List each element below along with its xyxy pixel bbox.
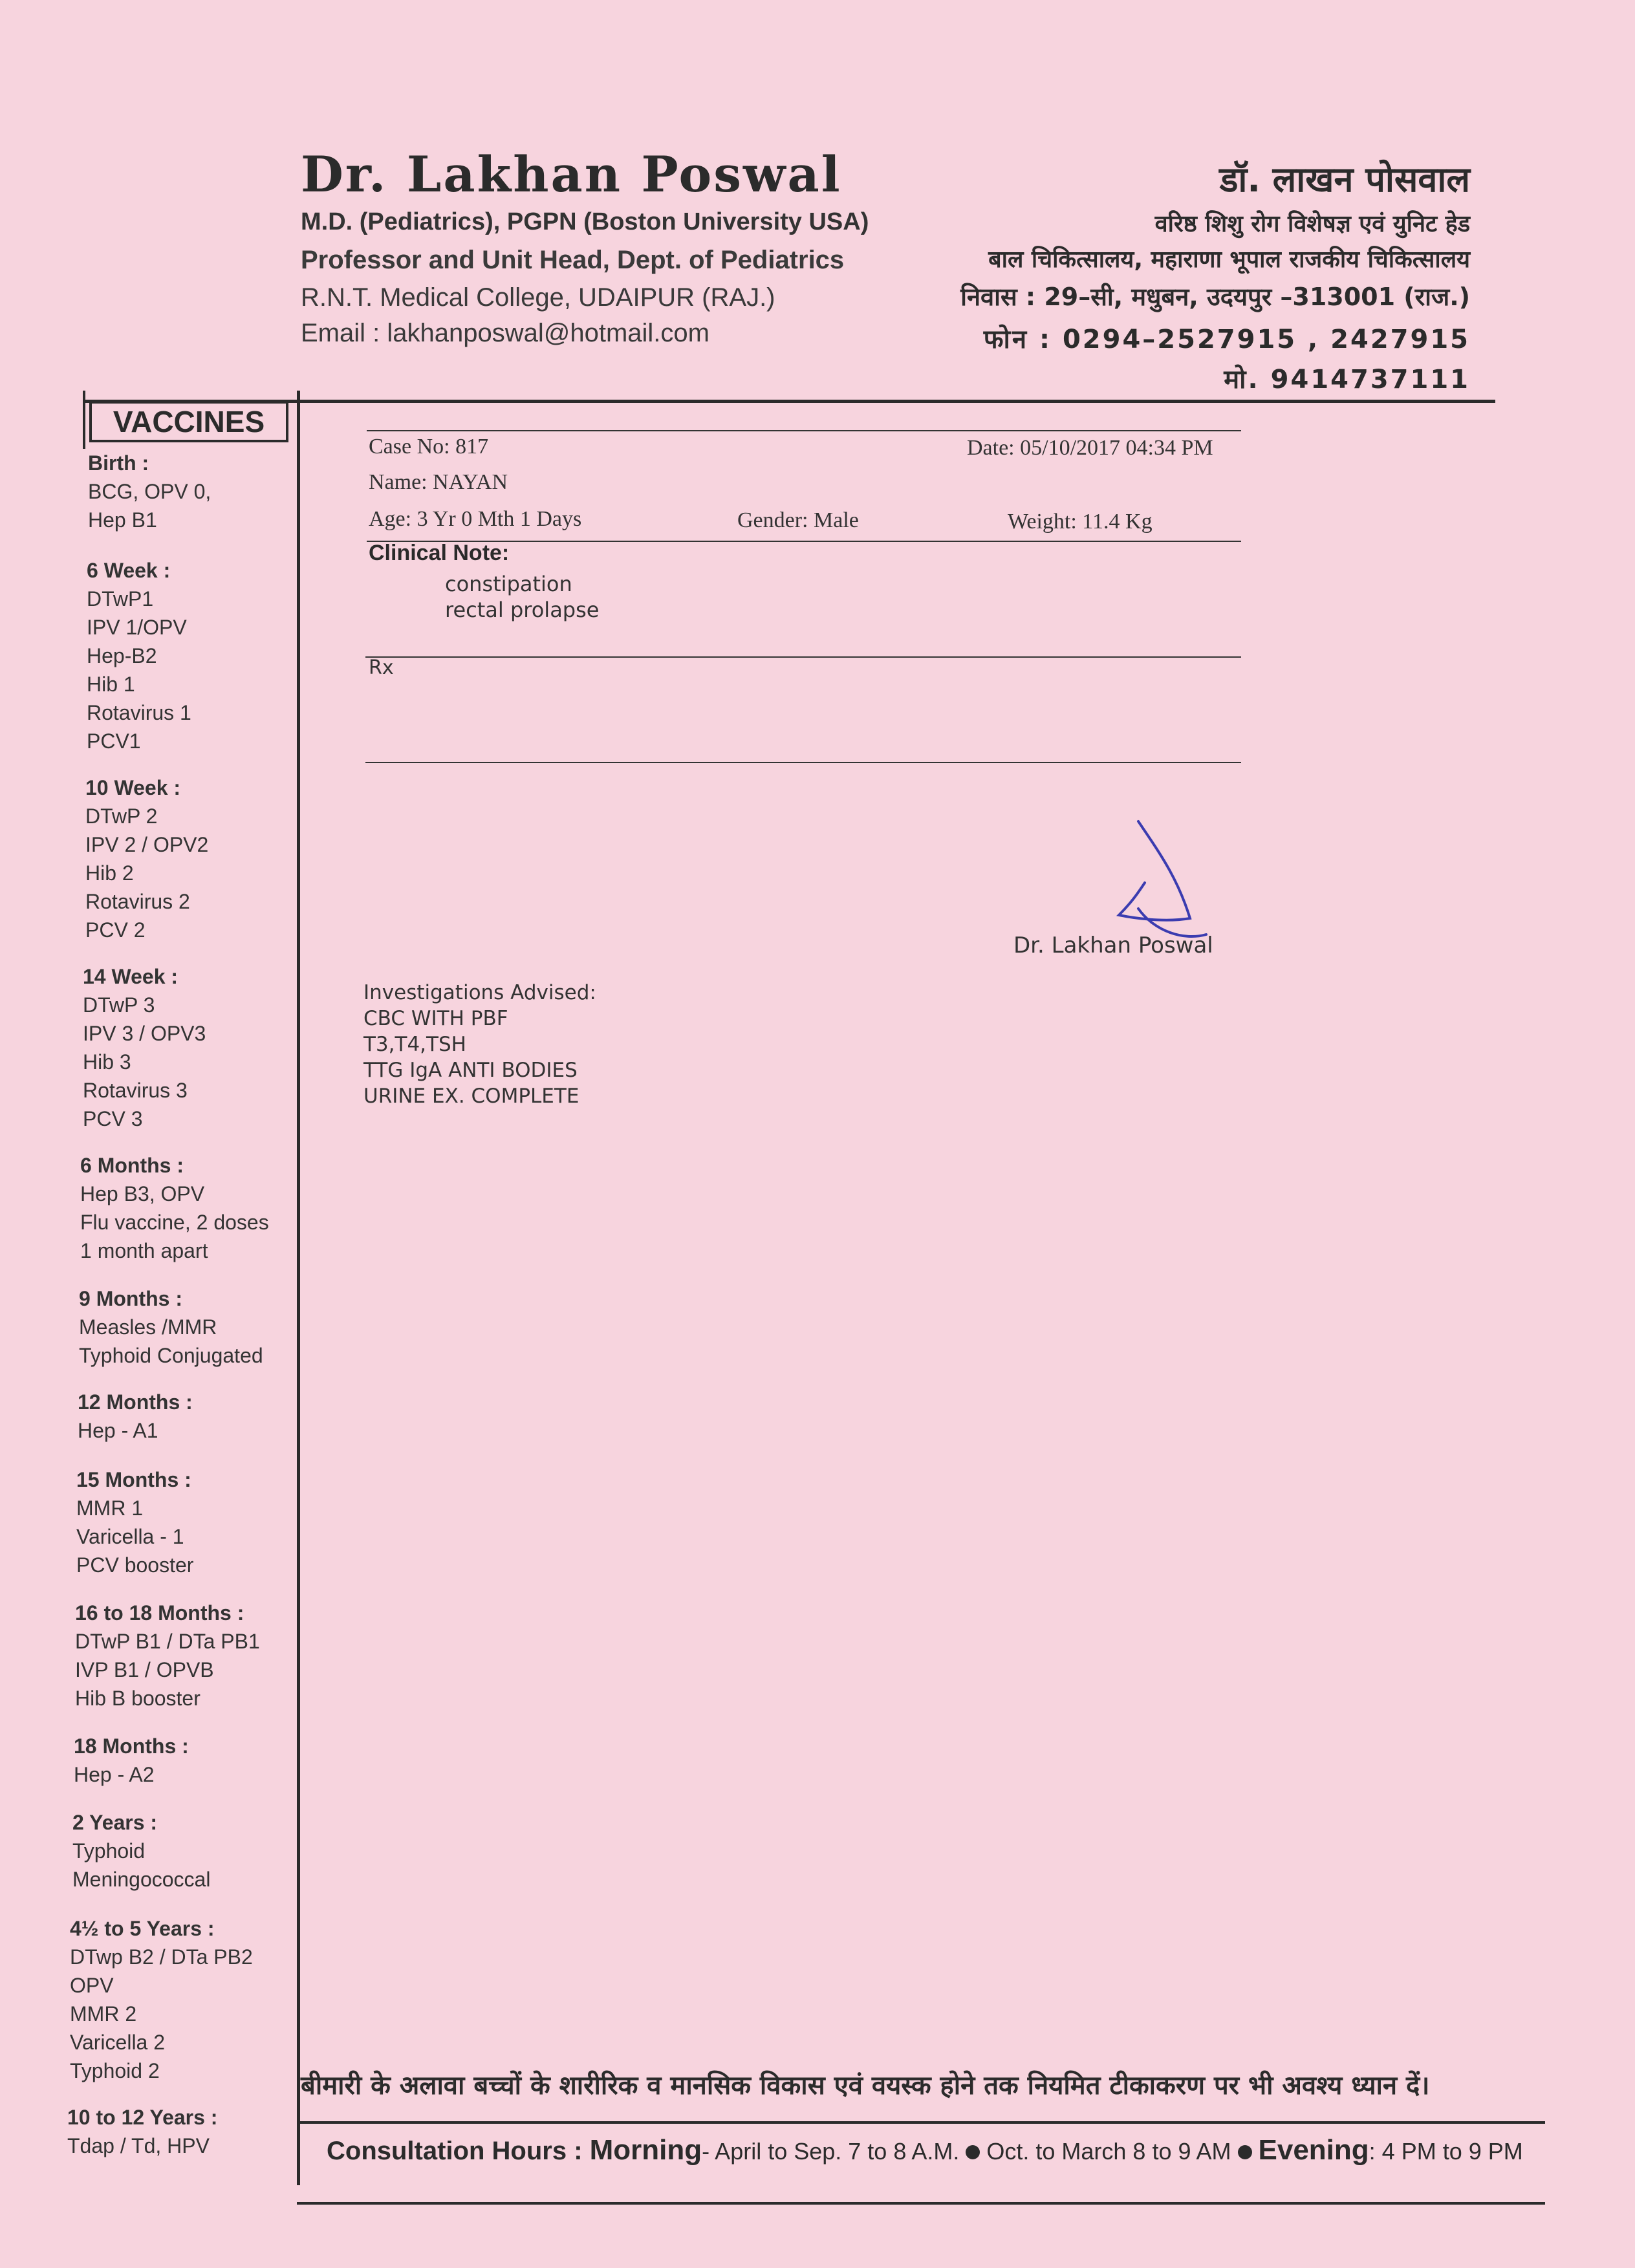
vaccine-item: DTwP1 [87, 587, 154, 610]
vaccine-item: OPV [70, 1974, 114, 1997]
rx-bottom-line [365, 762, 1241, 763]
vaccine-item: PCV booster [76, 1553, 194, 1577]
vaccine-group-12-months [78, 1388, 285, 1445]
vaccine-group-heading: 6 Months : [80, 1154, 184, 1177]
vaccine-item: Rotavirus 1 [87, 701, 191, 724]
vaccine-item: Typhoid Conjugated [79, 1344, 263, 1367]
clinical-note-title: Clinical Note: [369, 541, 510, 565]
vaccine-item: Hep-B2 [87, 644, 157, 667]
vaccine-group-4-to-5-years [70, 1914, 290, 2085]
investigation-item: T3,T4,TSH [363, 1033, 466, 1056]
vaccine-item: Hib B booster [75, 1687, 200, 1710]
footer-hindi-note: बीमारी के अलावा बच्चों के शारीरिक व मानसिक विकास एवं वयस्क होने तक नियमित टीकाकरण पर भी अवश्य ध्यान दें। [301, 2071, 1430, 2101]
vaccine-item: DTwp B2 / DTa PB2 [70, 1945, 253, 1969]
clinical-note-item: rectal prolapse [445, 598, 600, 622]
clinical-note-item: constipation [445, 572, 572, 596]
vaccine-group-birth [88, 449, 295, 534]
vaccine-item: Varicella - 1 [76, 1525, 184, 1548]
hours-label: Consultation Hours : [327, 2137, 583, 2165]
signature-name: Dr. Lakhan Poswal [1013, 933, 1213, 958]
vaccine-item: DTwP B1 / DTa PB1 [75, 1630, 260, 1653]
vaccine-group-heading: 12 Months : [78, 1390, 193, 1414]
vaccine-group-2-years [72, 1808, 279, 1894]
visit-date: Date: 05/10/2017 04:34 PM [967, 436, 1213, 460]
sidebar-left-border [83, 391, 85, 449]
vaccine-group-heading: 14 Week : [83, 965, 179, 988]
hindi-phone: फोन : 0294–2527915 , 2427915 [983, 325, 1470, 354]
vaccine-item: IPV 2 / OPV2 [85, 833, 209, 856]
vaccine-item: DTwP 2 [85, 805, 158, 828]
vaccine-item: MMR 2 [70, 2002, 137, 2025]
vaccine-group-heading: 10 Week : [85, 776, 181, 799]
vaccine-item: Hep B3, OPV [80, 1182, 205, 1205]
patient-name: Name: NAYAN [369, 470, 508, 494]
hindi-designation: वरिष्ठ शिशु रोग विशेषज्ञ एवं युनिट हेड [1154, 211, 1470, 237]
investigations-title: Investigations Advised: [363, 981, 596, 1004]
case-top-line [367, 430, 1241, 431]
rx-label: Rx [369, 656, 394, 679]
vaccine-group-heading: 2 Years : [72, 1811, 158, 1834]
vaccine-group-9-months [79, 1284, 286, 1370]
vaccine-group-6-week [87, 556, 294, 755]
vaccine-item: IPV 3 / OPV3 [83, 1022, 206, 1045]
patient-gender: Gender: Male [737, 508, 859, 532]
patient-age: Age: 3 Yr 0 Mth 1 Days [369, 507, 582, 531]
evening-time: : 4 PM to 9 PM [1369, 2138, 1523, 2165]
vaccine-item: 1 month apart [80, 1239, 208, 1262]
vaccine-group-14-week [83, 962, 290, 1133]
bullet-icon [966, 2145, 980, 2159]
investigation-item: URINE EX. COMPLETE [363, 1085, 579, 1108]
patient-weight: Weight: 11.4 Kg [1008, 510, 1153, 534]
doctor-email: Email : lakhanposwal@hotmail.com [301, 319, 709, 347]
vaccine-item: Tdap / Td, HPV [67, 2134, 210, 2157]
vaccine-group-16-to-18-months [75, 1599, 295, 1712]
vaccines-title: VACCINES [89, 401, 288, 442]
footer-top-line [297, 2121, 1545, 2124]
sidebar-divider [297, 391, 300, 2185]
vaccine-group-heading: 16 to 18 Months : [75, 1601, 244, 1625]
hindi-mobile: मो. 9414737111 [1224, 365, 1470, 394]
vaccine-item: Hib 3 [83, 1050, 131, 1074]
vaccine-item: Meningococcal [72, 1868, 211, 1891]
vaccine-group-heading: 4½ to 5 Years : [70, 1917, 215, 1940]
vaccine-item: Hep - A1 [78, 1419, 158, 1442]
evening-label: Evening [1258, 2134, 1369, 2166]
vaccine-item: IVP B1 / OPVB [75, 1658, 214, 1681]
vaccine-group-heading: 6 Week : [87, 559, 171, 582]
vaccine-group-heading: 15 Months : [76, 1468, 191, 1491]
vaccine-item: IPV 1/OPV [87, 616, 187, 639]
hindi-doctor-name: डॉ. लाखन पोसवाल [1219, 159, 1470, 200]
morning-time-1: - April to Sep. 7 to 8 A.M. [702, 2138, 960, 2165]
vaccine-item: Rotavirus 2 [85, 890, 190, 913]
vaccine-group-6-months [80, 1151, 294, 1265]
vaccine-group-18-months [74, 1732, 281, 1789]
vaccine-group-heading: Birth : [88, 451, 149, 475]
investigation-item: CBC WITH PBF [363, 1007, 508, 1030]
doctor-college: R.N.T. Medical College, UDAIPUR (RAJ.) [301, 283, 775, 312]
rx-top-line [365, 656, 1241, 658]
vaccine-item: Varicella 2 [70, 2031, 166, 2054]
vaccine-item: Typhoid [72, 1839, 146, 1863]
investigation-item: TTG IgA ANTI BODIES [363, 1059, 578, 1082]
vaccine-item: Hep B1 [88, 508, 157, 532]
vaccine-item: Hib 2 [85, 861, 134, 885]
footer-bottom-line [297, 2202, 1545, 2205]
hindi-address: निवास : 29–सी, मधुबन, उदयपुर –313001 (राज.) [960, 283, 1470, 311]
vaccine-item: Hib 1 [87, 673, 135, 696]
vaccine-item: Measles /MMR [79, 1315, 217, 1339]
vaccine-item: Flu vaccine, 2 doses [80, 1211, 269, 1234]
vaccine-item: BCG, OPV 0, [88, 480, 211, 503]
doctor-qualifications: M.D. (Pediatrics), PGPN (Boston University USA) [301, 208, 869, 235]
vaccine-item: Typhoid 2 [70, 2059, 160, 2082]
vaccine-group-heading: 9 Months : [79, 1287, 182, 1310]
vaccine-group-10-to-12-years [67, 2103, 274, 2160]
doctor-name: Dr. Lakhan Poswal [301, 146, 842, 203]
morning-label: Morning [589, 2134, 702, 2166]
vaccine-item: DTwP 3 [83, 993, 155, 1017]
vaccine-group-heading: 10 to 12 Years : [67, 2106, 218, 2129]
vaccine-item: Hep - A2 [74, 1763, 155, 1786]
doctor-position: Professor and Unit Head, Dept. of Pediatrics [301, 246, 845, 274]
consultation-hours [327, 2134, 1523, 2166]
vaccine-group-10-week [85, 773, 292, 944]
vaccine-item: PCV1 [87, 729, 141, 753]
case-number: Case No: 817 [369, 435, 489, 459]
vaccine-item: MMR 1 [76, 1496, 144, 1520]
vaccine-group-heading: 18 Months : [74, 1734, 189, 1758]
vaccine-item: PCV 3 [83, 1107, 143, 1130]
vaccine-item: PCV 2 [85, 918, 146, 942]
bullet-icon [1238, 2145, 1252, 2159]
vaccine-item: Rotavirus 3 [83, 1079, 188, 1102]
morning-time-2: Oct. to March 8 to 9 AM [986, 2138, 1231, 2165]
vaccine-group-15-months [76, 1465, 283, 1579]
hindi-hospital: बाल चिकित्सालय, महाराणा भूपाल राजकीय चिकित्सालय [988, 246, 1470, 273]
